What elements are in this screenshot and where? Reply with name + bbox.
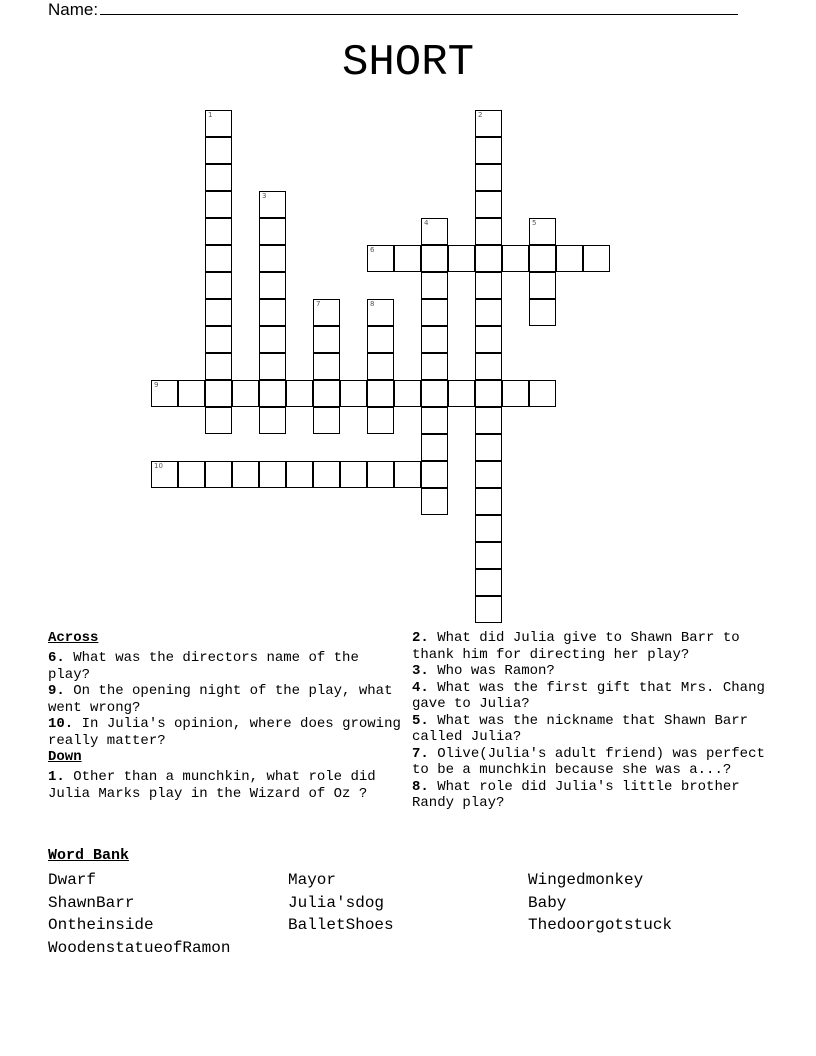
crossword-cell[interactable] — [313, 461, 340, 488]
crossword-cell[interactable] — [259, 407, 286, 434]
crossword-cell[interactable] — [448, 245, 475, 272]
crossword-cell[interactable] — [421, 245, 448, 272]
crossword-cell[interactable] — [475, 596, 502, 623]
crossword-cell[interactable] — [529, 245, 556, 272]
crossword-cell[interactable] — [475, 461, 502, 488]
word-bank-item: Dwarf — [48, 871, 97, 889]
crossword-cell[interactable] — [259, 461, 286, 488]
word-bank-item: ShawnBarr — [48, 893, 135, 912]
crossword-cell[interactable] — [178, 380, 205, 407]
across-clue-list — [48, 650, 408, 749]
crossword-cell[interactable] — [205, 272, 232, 299]
crossword-cell[interactable] — [367, 353, 394, 380]
across-clue: 10. In Julia's opinion, where does growing really matter? — [48, 716, 401, 749]
word-bank-item: WoodenstatueofRamon — [48, 938, 231, 957]
crossword-cell[interactable] — [151, 461, 178, 488]
word-bank-item: Julia'sdog — [288, 893, 385, 912]
word-bank-item: Mayor — [288, 871, 337, 889]
crossword-cell[interactable] — [259, 272, 286, 299]
crossword-cell[interactable] — [205, 110, 232, 137]
clue-number: 10 — [154, 462, 163, 470]
crossword-cell[interactable] — [475, 164, 502, 191]
crossword-cell[interactable] — [421, 218, 448, 245]
clue-number: 2 — [478, 111, 483, 119]
crossword-cell[interactable] — [394, 461, 421, 488]
crossword-cell[interactable] — [286, 380, 313, 407]
crossword-cell[interactable] — [259, 218, 286, 245]
crossword-cell[interactable] — [232, 461, 259, 488]
crossword-cell[interactable] — [421, 461, 448, 488]
crossword-cell[interactable] — [556, 245, 583, 272]
clue-number: 6 — [370, 246, 375, 254]
crossword-cell[interactable] — [529, 218, 556, 245]
crossword-cell[interactable] — [205, 245, 232, 272]
down-clue: 4. What was the first gift that Mrs. Chang gave to Julia? — [412, 679, 765, 712]
crossword-cell[interactable] — [367, 461, 394, 488]
word-bank-item: BalletShoes — [288, 916, 394, 934]
crossword-cell[interactable] — [475, 191, 502, 218]
word-bank — [48, 848, 768, 970]
clue-number: 5 — [532, 219, 537, 227]
clues-right-column — [412, 630, 782, 812]
crossword-cell[interactable] — [448, 380, 475, 407]
crossword-cell[interactable] — [205, 461, 232, 488]
crossword-cell[interactable] — [421, 353, 448, 380]
crossword-cell[interactable] — [475, 137, 502, 164]
clue-number: 8 — [370, 300, 375, 308]
crossword-cell[interactable] — [475, 434, 502, 461]
crossword-cell[interactable] — [475, 245, 502, 272]
down-clue: 5. What was the nickname that Shawn Barr called Julia? — [412, 712, 749, 745]
clue-number: 3 — [262, 192, 267, 200]
crossword-cell[interactable] — [205, 380, 232, 407]
crossword-cell[interactable] — [178, 461, 205, 488]
clue-number: 1 — [208, 111, 213, 119]
crossword-cell[interactable] — [367, 326, 394, 353]
down-clue: 3. Who was Ramon? — [412, 663, 555, 679]
word-bank-list — [48, 870, 768, 970]
down-clue: 1. Other than a munchkin, what role did Julia Marks play in the Wizard of Oz ? — [48, 769, 376, 802]
down-clue: 7. Olive(Julia's adult friend) was perfect to be a munchkin because she was a...? — [412, 745, 765, 778]
crossword-cell[interactable] — [475, 299, 502, 326]
crossword-cell[interactable] — [529, 299, 556, 326]
crossword-cell[interactable] — [259, 353, 286, 380]
crossword-cell[interactable] — [421, 272, 448, 299]
crossword-cell[interactable] — [475, 218, 502, 245]
crossword-cell[interactable] — [205, 137, 232, 164]
word-bank-item: Ontheinside — [48, 916, 154, 934]
crossword-cell[interactable] — [421, 407, 448, 434]
crossword-cell[interactable] — [502, 380, 529, 407]
crossword-cell[interactable] — [475, 407, 502, 434]
crossword-cell[interactable] — [367, 380, 394, 407]
crossword-cell[interactable] — [205, 299, 232, 326]
clue-number: 7 — [316, 300, 321, 308]
clue-number: 9 — [154, 381, 159, 389]
across-clue: 6. What was the directors name of the play? — [48, 650, 359, 683]
crossword-cell[interactable] — [205, 326, 232, 353]
crossword-cell[interactable] — [313, 353, 340, 380]
crossword-cell[interactable] — [367, 407, 394, 434]
crossword-cell[interactable] — [205, 191, 232, 218]
crossword-cell[interactable] — [475, 569, 502, 596]
down-heading: Down — [48, 749, 82, 765]
crossword-cell[interactable] — [313, 326, 340, 353]
crossword-cell[interactable] — [205, 164, 232, 191]
crossword-cell[interactable] — [367, 299, 394, 326]
crossword-cell[interactable] — [475, 110, 502, 137]
crossword-cell[interactable] — [313, 407, 340, 434]
crossword-cell[interactable] — [394, 245, 421, 272]
crossword-cell[interactable] — [421, 326, 448, 353]
crossword-cell[interactable] — [286, 461, 313, 488]
crossword-cell[interactable] — [340, 380, 367, 407]
crossword-cell[interactable] — [259, 245, 286, 272]
crossword-cell[interactable] — [259, 380, 286, 407]
word-bank-item: Thedoorgotstuck — [528, 916, 673, 934]
crossword-cell[interactable] — [475, 542, 502, 569]
clue-number: 4 — [424, 219, 429, 227]
name-label: Name: — [48, 0, 99, 19]
crossword-cell[interactable] — [151, 380, 178, 407]
word-bank-heading: Word Bank — [48, 847, 130, 864]
crossword-cell[interactable] — [259, 326, 286, 353]
crossword-cell[interactable] — [475, 515, 502, 542]
crossword-cell[interactable] — [313, 380, 340, 407]
crossword-cell[interactable] — [232, 380, 259, 407]
crossword-cell[interactable] — [529, 272, 556, 299]
crossword-cell[interactable] — [475, 353, 502, 380]
crossword-cell[interactable] — [502, 245, 529, 272]
crossword-cell[interactable] — [205, 407, 232, 434]
crossword-cell[interactable] — [259, 191, 286, 218]
crossword-cell[interactable] — [367, 245, 394, 272]
across-heading: Across — [48, 630, 99, 646]
word-bank-item: Baby — [528, 893, 567, 912]
crossword-cell[interactable] — [340, 461, 367, 488]
crossword-cell[interactable] — [583, 245, 610, 272]
word-bank-item: Wingedmonkey — [528, 871, 644, 889]
crossword-cell[interactable] — [259, 299, 286, 326]
clues-left-column — [48, 630, 408, 802]
crossword-cell[interactable] — [205, 353, 232, 380]
crossword-cell[interactable] — [205, 218, 232, 245]
crossword-cell[interactable] — [421, 488, 448, 515]
crossword-cell[interactable] — [475, 272, 502, 299]
crossword-cell[interactable] — [394, 380, 421, 407]
crossword-cell[interactable] — [529, 380, 556, 407]
puzzle-title: SHORT — [341, 38, 475, 88]
crossword-cell[interactable] — [475, 488, 502, 515]
crossword-cell[interactable] — [421, 434, 448, 461]
down-clue: 2. What did Julia give to Shawn Barr to thank him for directing her play? — [412, 630, 740, 663]
crossword-cell[interactable] — [421, 299, 448, 326]
crossword-cell[interactable] — [475, 326, 502, 353]
crossword-cell[interactable] — [421, 380, 448, 407]
crossword-cell[interactable] — [313, 299, 340, 326]
across-clue: 9. On the opening night of the play, what went wrong? — [48, 683, 393, 716]
crossword-cell[interactable] — [475, 380, 502, 407]
down-clue: 8. What role did Julia's little brother Randy play? — [412, 778, 740, 811]
